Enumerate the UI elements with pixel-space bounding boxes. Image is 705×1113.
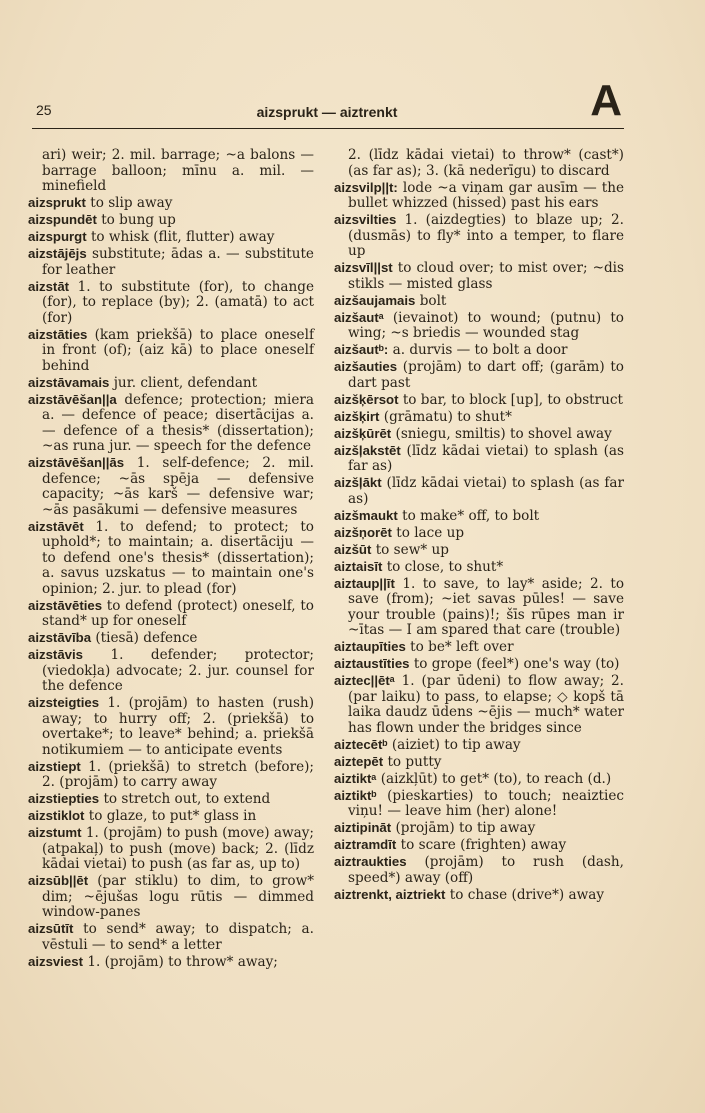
page-header <box>32 76 622 126</box>
entry-headword: aizšķirt <box>334 408 380 424</box>
entry-headword: aizsviest <box>28 953 83 969</box>
dictionary-entry <box>28 873 314 921</box>
entry-definition: ari) weir; 2. mil. barrage; ~a balons — barrage balloon; mīnu a. mil. — minefield <box>42 147 314 194</box>
entry-definition: 1. to save, to lay* aside; 2. to save (from); ~iet savas pūles! — save your trouble (pains)!; šīs rūpes man ir ~ītas — I am spared that care (trouble) <box>348 575 625 638</box>
dictionary-entry <box>28 759 314 791</box>
dictionary-entry <box>28 375 314 392</box>
entry-headword: aizstiept <box>28 758 81 774</box>
dictionary-entry <box>28 455 314 518</box>
entry-headword: aiztaup||īt <box>334 575 395 591</box>
dictionary-entry <box>28 392 314 455</box>
entry-definition: to close, to shut* <box>386 558 504 575</box>
dictionary-entry <box>334 392 624 409</box>
dictionary-entry <box>334 148 624 179</box>
dictionary-entry <box>334 854 624 886</box>
entry-definition: 1. to defend; to protect; to uphold*; to maintain; a. disertāciju — to defend one's thesis* (dissertation); a. savus uzskatus — to maintain one's opinion; 2. jur. to plead (for) <box>42 518 314 597</box>
entry-headword: aizspundēt <box>28 212 97 227</box>
entry-definition: 2. (līdz kādai vietai) to throw* (cast*) (as far as); 3. (kā nederīgu) to discard <box>348 147 624 179</box>
entry-headword: aizstāvība <box>28 630 92 645</box>
dictionary-entry <box>334 656 624 673</box>
entry-definition: (līdz kādai vietai) to splash (as far as) <box>348 442 624 474</box>
entry-definition: to send* away; to dispatch; a. vēstuli — to send* a letter <box>42 921 314 953</box>
entry-headword: aiztaustīties <box>334 656 410 671</box>
entry-headword: aizstiepties <box>28 791 100 806</box>
dictionary-entry <box>334 443 624 475</box>
right-column <box>334 148 624 904</box>
dictionary-entry <box>28 212 314 229</box>
entry-headword: aiztecētᵇ <box>334 736 388 752</box>
entry-definition: jur. client, defendant <box>113 374 258 391</box>
section-letter: A <box>590 76 622 125</box>
entry-headword: aizšmaukt <box>334 507 398 523</box>
entry-headword: aizstāt <box>28 278 70 294</box>
dictionary-entry <box>334 342 624 359</box>
dictionary-entry <box>334 771 624 788</box>
entry-definition: (aiziet) to tip away <box>391 736 521 753</box>
entry-definition: 1. (par ūdeni) to flow away; 2. (par laiku) to pass, to elapse; ◇ kopš tā laika daudz ūdens ~ējis — much* water has flown under the bridges since <box>348 673 624 736</box>
entry-definition: to lace up <box>396 524 465 541</box>
entry-definition: to bar, to block [up], to obstruct <box>402 391 623 408</box>
entry-definition: to grope (feel*) one's way (to) <box>413 656 620 672</box>
entry-definition: 1. (projām) to throw* away; <box>87 953 278 970</box>
entry-definition: to bung up <box>101 212 176 228</box>
entry-definition: (aizkļūt) to get* (to), to reach (d.) <box>380 770 612 787</box>
entry-headword: aizšļakstēt <box>334 442 401 458</box>
dictionary-entry <box>334 426 624 443</box>
dictionary-entry <box>334 887 624 904</box>
entry-headword: aizšķūrēt <box>334 425 392 441</box>
entry-definition: (projām) to rush (dash, speed*) away (off) <box>348 854 624 886</box>
dictionary-entry <box>28 598 314 630</box>
dictionary-entry <box>334 639 624 656</box>
dictionary-entry <box>334 754 624 771</box>
entry-headword: aiztrenkt, aiztriekt <box>334 886 446 902</box>
entry-definition: (tiesā) defence <box>95 630 198 646</box>
entry-definition: substitute; ādas a. — substitute for leather <box>42 246 314 278</box>
dictionary-entry <box>28 519 314 598</box>
entry-headword: aiztaupīties <box>334 639 406 654</box>
dictionary-entry <box>334 508 624 525</box>
entry-definition: (kam priekšā) to place oneself in front (of); (aiz kā) to place oneself behind <box>42 326 314 374</box>
header-rule <box>32 128 624 129</box>
entry-definition: to stretch out, to extend <box>103 791 271 807</box>
entry-definition: to scare (frighten) away <box>400 837 567 853</box>
entry-definition: 1. self-defence; 2. mil. defence; ~ās spēja — defensive capacity; ~ās karš — defensive war; ~ās pasākumi — defensive measures <box>42 455 314 518</box>
dictionary-entry <box>334 673 624 736</box>
dictionary-entry <box>334 212 624 260</box>
entry-headword: aizstāties <box>28 326 88 342</box>
entry-definition: to putty <box>387 753 442 770</box>
entry-headword: aiztec||ētᵃ <box>334 673 395 688</box>
entry-headword: aizšņorēt <box>334 524 392 540</box>
entry-definition: to be* left over <box>410 639 514 655</box>
dictionary-entry <box>28 695 314 758</box>
dictionary-entry <box>28 246 314 278</box>
entry-definition: to sew* up <box>375 541 449 558</box>
entry-definition: to glaze, to put* glass in <box>88 808 257 824</box>
dictionary-entry <box>28 825 314 873</box>
entry-definition: (sniegu, smiltis) to shovel away <box>395 425 612 442</box>
entry-headword: aizstāvamais <box>28 374 110 390</box>
dictionary-entry <box>334 788 624 820</box>
entry-definition: 1. defender; protector; (viedokļa) advocate; 2. jur. counsel for the defence <box>42 647 314 694</box>
entry-definition: (līdz kādai vietai) to splash (as far as) <box>348 475 624 507</box>
dictionary-entry <box>334 310 624 342</box>
entry-headword: aizšauties <box>334 359 398 374</box>
dictionary-entry <box>334 525 624 542</box>
dictionary-entry <box>28 327 314 375</box>
entry-headword: aizstāvis <box>28 647 83 662</box>
entry-definition: to chase (drive*) away <box>449 886 605 903</box>
entry-definition: defence; protection; miera a. — defence of peace; disertācijas a. — defence of a thesis* (dissertation); ~as runa jur. — speech for the defence <box>42 391 314 454</box>
entry-headword: aizšaujamais <box>334 292 416 308</box>
entry-definition: to make* off, to bolt <box>402 507 540 524</box>
entry-definition: (projām) to dart off; (garām) to dart past <box>348 359 624 391</box>
dictionary-entry <box>28 808 314 825</box>
entry-headword: aizsvīl||st <box>334 260 393 275</box>
dictionary-entry <box>28 921 314 953</box>
dictionary-entry <box>334 820 624 837</box>
dictionary-entry <box>334 180 624 212</box>
entry-headword: aizšautᵃ <box>334 309 384 325</box>
entry-headword: aizsūtīt <box>28 921 74 936</box>
entry-headword: aizstāvēt <box>28 518 84 534</box>
entry-definition: a. durvis — to bolt a door <box>392 342 568 358</box>
entry-headword: aizsteigties <box>28 695 100 710</box>
entry-headword: aizstāvēšan||ās <box>28 455 125 470</box>
entry-headword: aiztiktᵃ <box>334 770 377 786</box>
dictionary-entry <box>28 791 314 808</box>
entry-headword: aizsvilp||t: <box>334 179 398 195</box>
entry-definition: 1. (projām) to hasten (rush) away; to hurry off; 2. (priekšā) to overtake*; to leave* behind; a. priekšā notikumiem — to anticipate events <box>42 695 314 758</box>
dictionary-entry <box>28 148 314 195</box>
dictionary-entry <box>334 475 624 507</box>
entry-headword: aizšķērsot <box>334 391 399 407</box>
entry-definition: 1. (priekšā) to stretch (before); 2. (projām) to carry away <box>42 758 314 790</box>
entry-headword: aizstāvēšan||a <box>28 391 117 407</box>
dictionary-entry <box>334 576 624 639</box>
dictionary-entry <box>334 359 624 391</box>
entry-definition: lode ~a viņam gar ausīm — the bullet whizzed (hissed) past his ears <box>348 179 624 211</box>
entry-definition: to slip away <box>90 195 173 211</box>
entry-definition: 1. to substitute (for), to change (for), to replace (by); 2. (amatā) to act (for) <box>42 278 314 326</box>
entry-headword: aiztepēt <box>334 753 384 769</box>
entry-headword: aiztiktᵇ <box>334 787 377 803</box>
entry-headword: aizšļākt <box>334 475 382 490</box>
entry-definition: (projām) to tip away <box>395 820 536 836</box>
entry-headword: aizstājējs <box>28 246 87 261</box>
entry-definition: (grāmatu) to shut* <box>383 408 512 425</box>
entry-headword: aiztaisīt <box>334 558 383 574</box>
dictionary-entry <box>28 279 314 327</box>
entry-definition: 1. (aizdegties) to blaze up; 2. (dusmās) to fly* into a temper, to flare up <box>348 212 624 259</box>
entry-headword: aiztramdīt <box>334 837 397 852</box>
dictionary-entry <box>334 542 624 559</box>
dictionary-entry <box>28 195 314 212</box>
entry-headword: aizšautᵇ: <box>334 342 389 357</box>
left-column <box>28 148 314 971</box>
entry-headword: aiztipināt <box>334 820 392 835</box>
entry-headword: aizšūt <box>334 541 372 557</box>
dictionary-entry <box>334 409 624 426</box>
dictionary-entry <box>334 737 624 754</box>
entry-definition: 1. (projām) to push (move) away; (atpakaļ) to push (move) back; 2. (līdz kādai vietai) to push (as far as, up to) <box>42 825 315 872</box>
dictionary-entry <box>334 837 624 854</box>
entry-headword: aizstiklot <box>28 808 85 823</box>
entry-headword: aizsprukt <box>28 195 86 210</box>
entry-definition: (ievainot) to wound; (putnu) to wing; ~s briedis — wounded stag <box>348 309 624 341</box>
running-head: aizsprukt — aiztrenkt <box>256 104 398 120</box>
entry-headword: aizstumt <box>28 825 82 840</box>
dictionary-entry <box>334 559 624 576</box>
entry-headword: aizsūb||ēt <box>28 873 89 888</box>
entry-headword: aizstāvēties <box>28 597 103 613</box>
entry-definition: (pieskarties) to touch; neaiztiec viņu! — leave him (her) alone! <box>348 787 624 819</box>
dictionary-entry <box>28 229 314 246</box>
dictionary-entry <box>334 293 624 310</box>
entry-headword: aiztraukties <box>334 854 407 869</box>
dictionary-entry <box>28 647 314 695</box>
entry-definition: to cloud over; to mist over; ~dis stikls — misted glass <box>348 260 624 292</box>
dictionary-entry <box>28 630 314 647</box>
dictionary-entry <box>28 954 314 971</box>
dictionary-entry <box>334 260 624 292</box>
entry-definition: (par stiklu) to dim, to grow* dim; ~ējušas logu rūtis — dimmed window-panes <box>42 873 314 920</box>
entry-definition: bolt <box>419 292 447 309</box>
entry-definition: to defend (protect) oneself, to stand* up for oneself <box>42 597 314 629</box>
entry-headword: aizsvilties <box>334 212 397 227</box>
page-number: 25 <box>36 102 52 118</box>
entry-headword: aizspurgt <box>28 229 87 244</box>
entry-definition: to whisk (flit, flutter) away <box>90 229 275 245</box>
